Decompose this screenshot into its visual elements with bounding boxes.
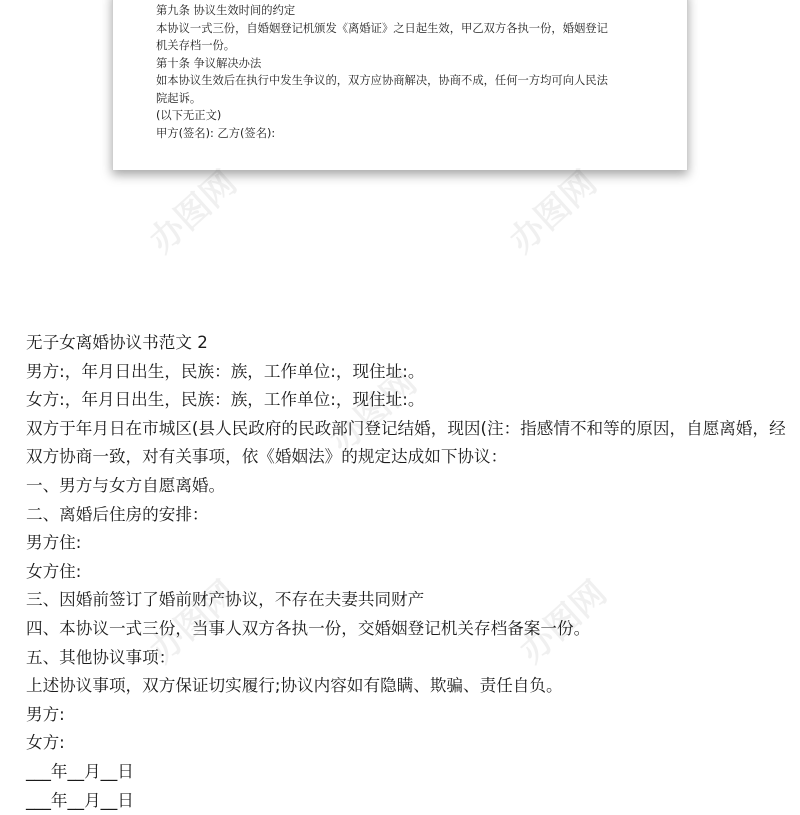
document-item: 上述协议事项，双方保证切实履行;协议内容如有隐瞒、欺骗、责任自负。 <box>26 672 796 701</box>
watermark: 办图网 <box>507 567 616 672</box>
document-item: 男方住: <box>26 529 796 558</box>
document-item: 三、因婚前签订了婚前财产协议，不存在夫妻共同财产 <box>26 586 796 615</box>
preview-line: 本协议一式三份，自婚姻登记机颁发《离婚证》之日起生效，甲乙双方各执一份，婚姻登记 <box>156 20 656 38</box>
watermark: 办图网 <box>497 157 606 262</box>
preview-line: 如本协议生效后在执行中发生争议的，双方应协商解决，协商不成，任何一方均可向人民法 <box>156 72 656 90</box>
preview-line: 甲方(签名): 乙方(签名): <box>156 125 656 143</box>
watermark: 办图网 <box>317 357 426 462</box>
preview-line: 第十条 争议解决办法 <box>156 55 656 73</box>
document-item: 一、男方与女方自愿离婚。 <box>26 472 796 501</box>
document-date-line: ___年__月__日 <box>26 758 796 787</box>
document-title: 无子女离婚协议书范文 2 <box>26 329 796 358</box>
document-date-line: ___年__月__日 <box>26 787 796 815</box>
document-body <box>26 329 796 815</box>
watermark: 办图网 <box>137 567 246 672</box>
watermark: 办图网 <box>137 157 246 262</box>
preview-line: 机关存档一份。 <box>156 37 656 55</box>
document-item: 四、本协议一式三份，当事人双方各执一份，交婚姻登记机关存档备案一份。 <box>26 615 796 644</box>
document-line: 女方:，年月日出生，民族：族，工作单位:，现住址:。 <box>26 386 796 415</box>
document-item: 女方住: <box>26 558 796 587</box>
document-paragraph: 双方于年月日在市城区(县人民政府的民政部门登记结婚，现因(注：指感情不和等的原因，自愿离婚，经双方协商一致，对有关事项，依《婚姻法》的规定达成如下协议： <box>26 415 796 472</box>
document-item: 五、其他协议事项： <box>26 644 796 673</box>
preview-text <box>156 2 656 142</box>
document-item: 女方: <box>26 729 796 758</box>
document-item: 男方: <box>26 701 796 730</box>
preview-line: 第九条 协议生效时间的约定 <box>156 2 656 20</box>
document-item: 二、离婚后住房的安排： <box>26 501 796 530</box>
document-preview-card <box>112 0 688 170</box>
preview-line: (以下无正文) <box>156 107 656 125</box>
document-line: 男方:，年月日出生，民族：族，工作单位:，现住址:。 <box>26 358 796 387</box>
preview-line: 院起诉。 <box>156 90 656 108</box>
